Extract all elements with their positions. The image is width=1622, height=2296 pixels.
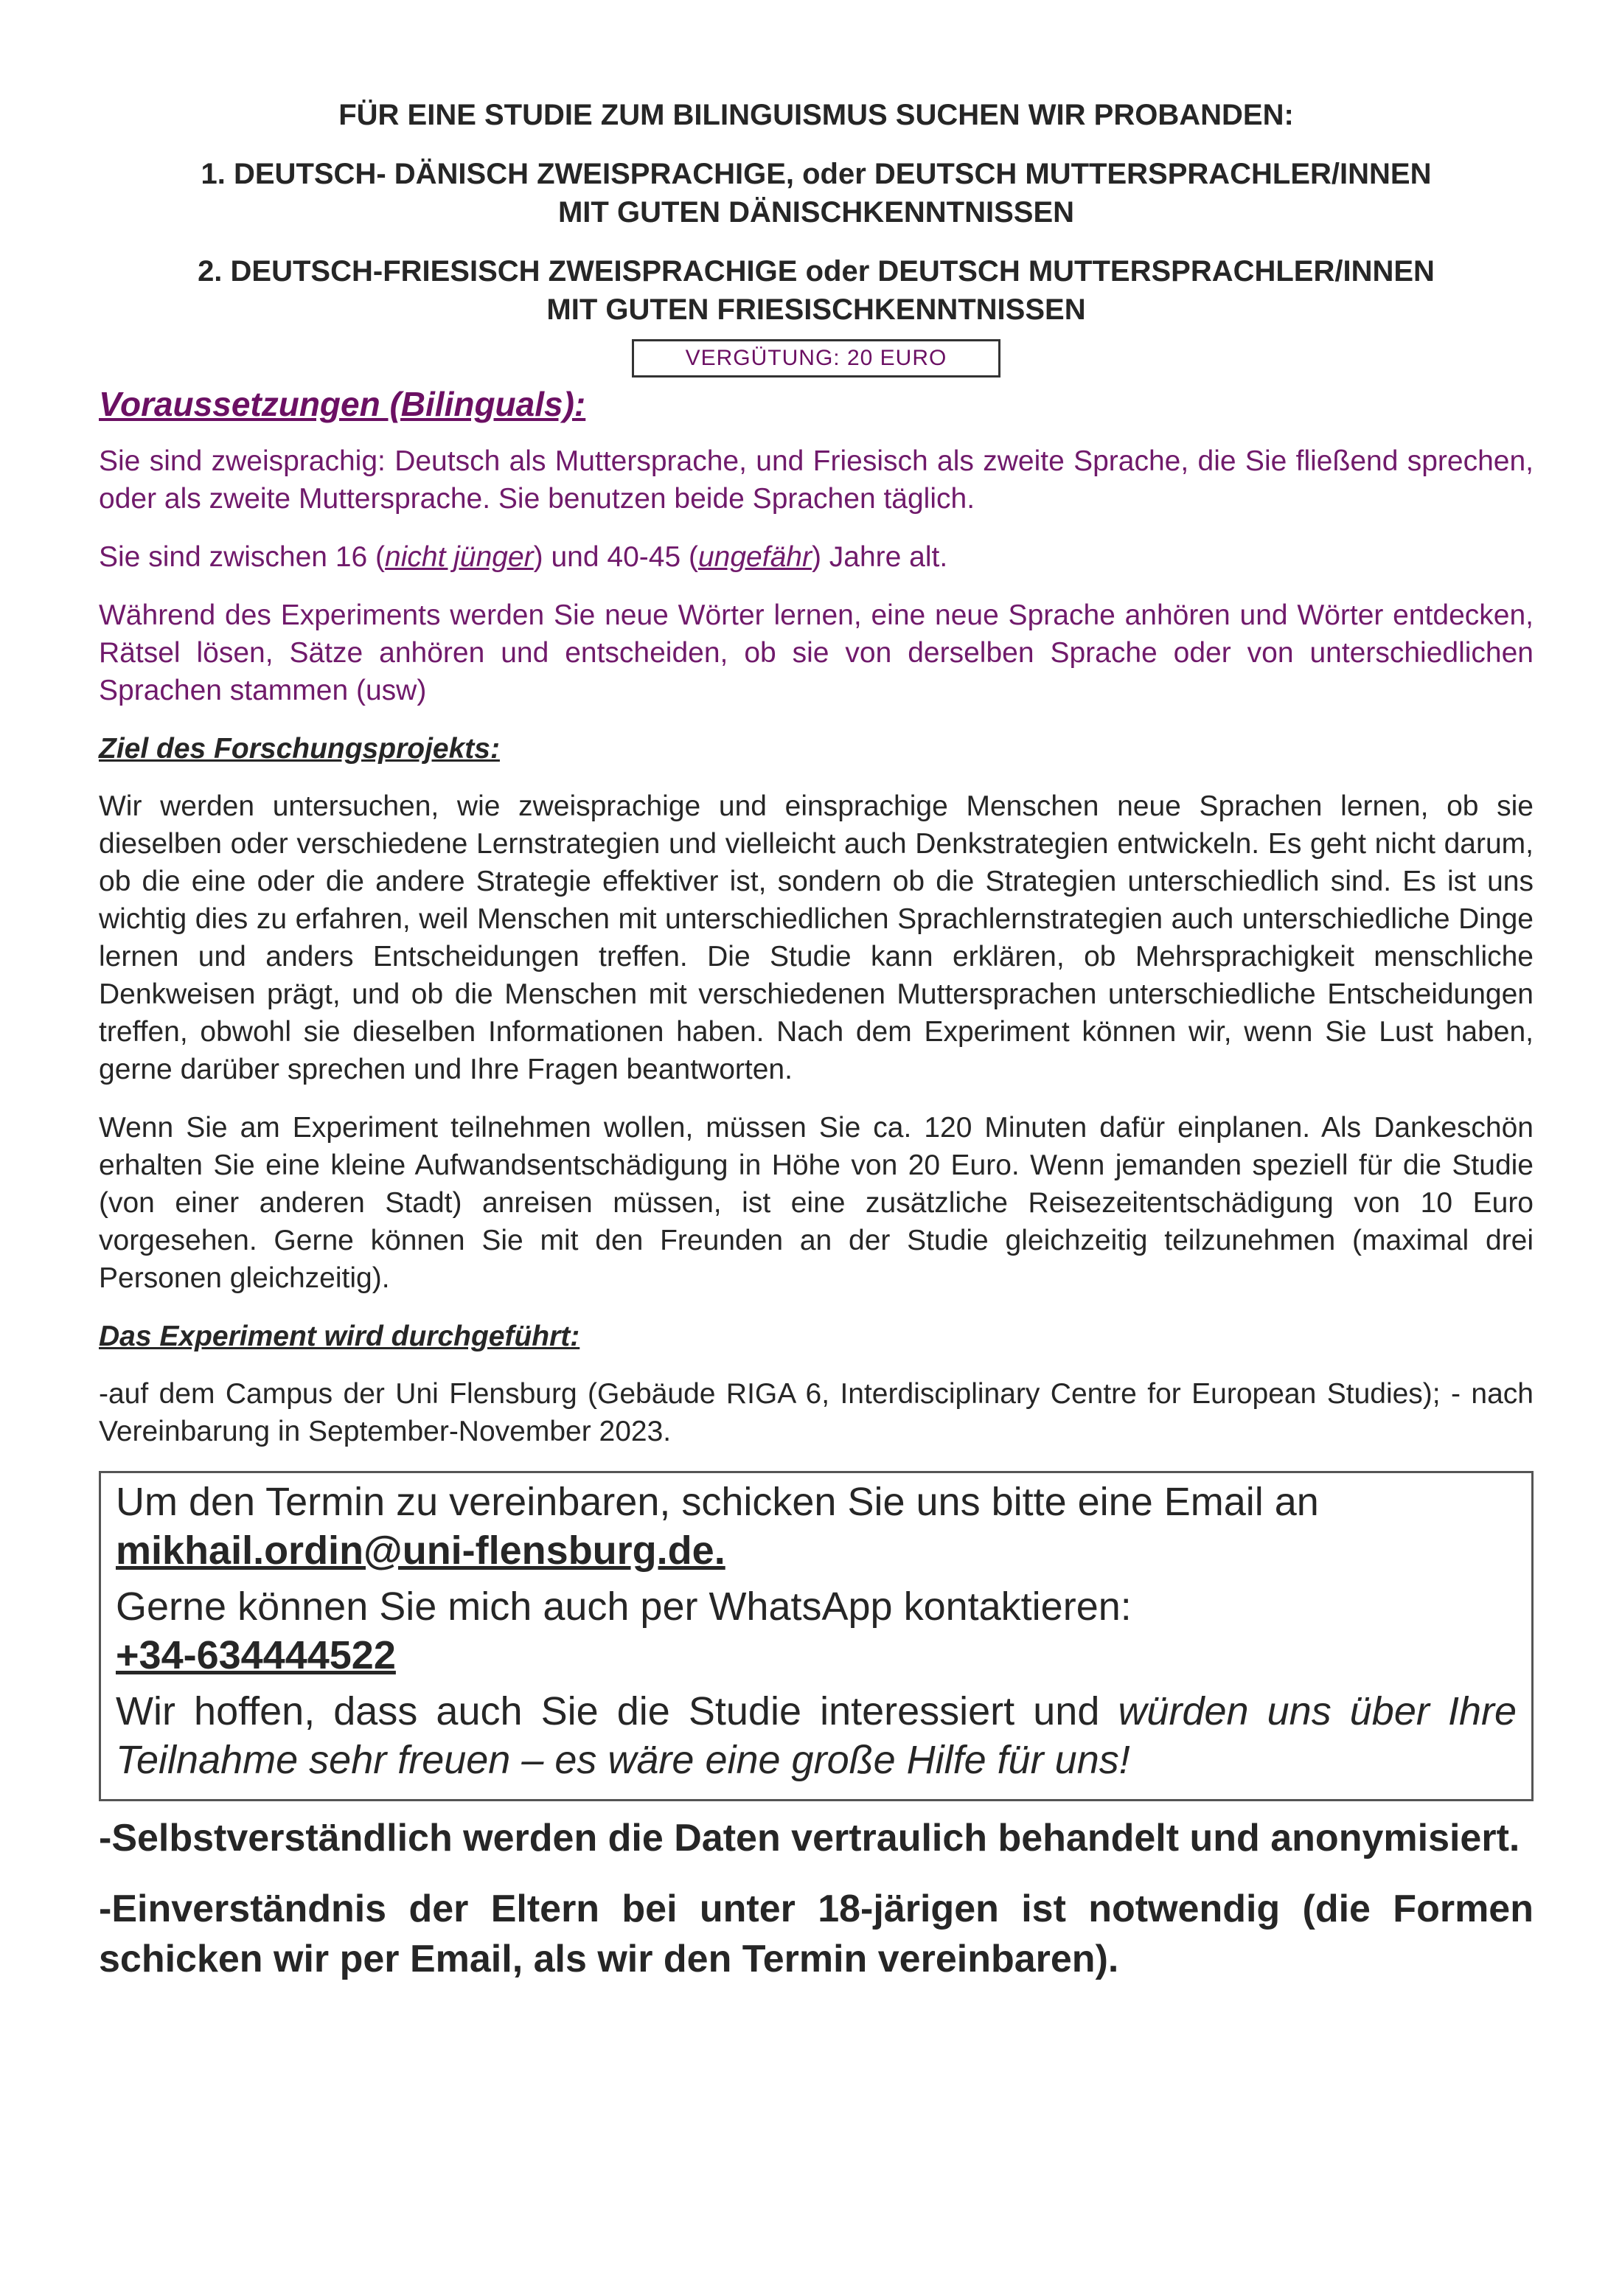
phone-link[interactable]: +34-634444522 <box>116 1633 396 1677</box>
whatsapp-intro: Gerne können Sie mich auch per WhatsApp kontaktieren: <box>116 1584 1132 1629</box>
location-details: -auf dem Campus der Uni Flensburg (Gebäude RIGA 6, Interdisciplinary Centre for European Studies); - nach Vereinbarung in September-November 2023. <box>99 1378 1534 1447</box>
goal-description: Wir werden untersuchen, wie zweisprachige und einsprachige Menschen neue Sprachen lernen, ob sie dieselben oder verschiedene Lernstrategien und vielleicht auch Denkstrategien entwickeln. Es geht nicht darum, ob die eine oder die andere Strategie effektiver ist, sondern ob die Strategien unterschiedlich sind. Es ist uns wichtig dies zu erfahren, weil Menschen mit unterschiedlichen Sprachlernstrategien auch unterschiedliche Dinge lernen und anders Entscheidungen treffen. Die Studie kann erklären, ob Mehrsprachigkeit menschliche Denkweisen prägt, und ob die Menschen mit verschiedenen Muttersprachen unterschiedliche Entscheidungen treffen, obwohl sie dieselben Informationen haben. Nach dem Experiment können wir, wenn Sie Lust haben, gerne darüber sprechen und Ihre Fragen beantworten. <box>99 790 1534 1085</box>
contact-box <box>99 1471 1534 1801</box>
requirements-tasks: Während des Experiments werden Sie neue Wörter lernen, eine neue Sprache anhören und Wörter entdecken, Rätsel lösen, Sätze anhören und entscheiden, ob sie von derselben Sprache oder von unterschiedlichen Sprachen stammen (usw) <box>99 599 1534 706</box>
age-text-mid: ) und 40-45 ( <box>533 541 698 573</box>
flyer-title: FÜR EINE STUDIE ZUM BILINGUISMUS SUCHEN WIR PROBANDEN: <box>338 99 1294 131</box>
parental-consent-note: -Einverständnis der Eltern bei unter 18-järigen ist notwendig (die Formen schicken wir per Email, als wir den Termin vereinbaren). <box>99 1888 1534 1980</box>
age-min-note: nicht jünger <box>385 541 534 573</box>
location-heading: Das Experiment wird durchgeführt: <box>99 1321 580 1352</box>
whatsapp-paragraph <box>116 1582 1517 1680</box>
flyer-page <box>99 96 1534 2005</box>
target-group-2-line2: MIT GUTEN FRIESISCHKENNTNISSEN <box>546 293 1086 326</box>
requirements-heading: Voraussetzungen (Bilinguals): <box>99 385 586 423</box>
email-intro: Um den Termin zu vereinbaren, schicken Sie uns bitte eine Email an <box>116 1480 1319 1524</box>
email-paragraph <box>116 1478 1517 1575</box>
compensation-label: VERGÜTUNG: 20 EURO <box>632 339 1001 378</box>
goal-heading: Ziel des Forschungsprojekts: <box>99 733 500 765</box>
target-group-1 <box>99 155 1534 232</box>
participation-details: Wenn Sie am Experiment teilnehmen wollen, müssen Sie ca. 120 Minuten dafür einplanen. Als Dankeschön erhalten Sie eine kleine Aufwandsentschädigung in Höhe von 20 Euro. Wenn jemanden speziell für die Studie (von einer anderen Stadt) anreisen müssen, ist eine zusätzliche Reisezeitentschädigung von 10 Euro vorgesehen. Gerne können Sie mit den Freunden an der Studie gleichzeitig teilzunehmen (maximal drei Personen gleichzeitig). <box>99 1112 1534 1294</box>
target-group-1-line2: MIT GUTEN DÄNISCHKENNTNISSEN <box>557 196 1075 229</box>
target-group-1-line1: 1. DEUTSCH- DÄNISCH ZWEISPRACHIGE, oder DEUTSCH MUTTERSPRACHLER/INNEN <box>201 158 1432 190</box>
closing-text-italic: würden uns über Ihre Teilnahme sehr freuen – es wäre eine große Hilfe für uns! <box>116 1689 1517 1782</box>
closing-paragraph <box>116 1687 1517 1784</box>
compensation-box <box>99 339 1534 378</box>
age-max-note: ungefähr <box>697 541 812 573</box>
target-group-2 <box>99 252 1534 329</box>
target-group-2-line1: 2. DEUTSCH-FRIESISCH ZWEISPRACHIGE oder DEUTSCH MUTTERSPRACHLER/INNEN <box>198 255 1435 288</box>
age-text-start: Sie sind zwischen 16 ( <box>99 541 386 573</box>
requirements-bilingual: Sie sind zweisprachig: Deutsch als Muttersprache, und Friesisch als zweite Sprache, die Sie fließend sprechen, oder als zweite Muttersprache. Sie benutzen beide Sprachen täglich. <box>99 445 1534 515</box>
closing-text: Wir hoffen, dass auch Sie die Studie interessiert und <box>116 1689 1118 1733</box>
email-link[interactable]: mikhail.ordin@uni-flensburg.de. <box>116 1528 725 1573</box>
requirements-age <box>99 538 1534 576</box>
privacy-note: -Selbstverständlich werden die Daten vertraulich behandelt und anonymisiert. <box>99 1817 1520 1860</box>
age-text-end: ) Jahre alt. <box>811 541 948 573</box>
